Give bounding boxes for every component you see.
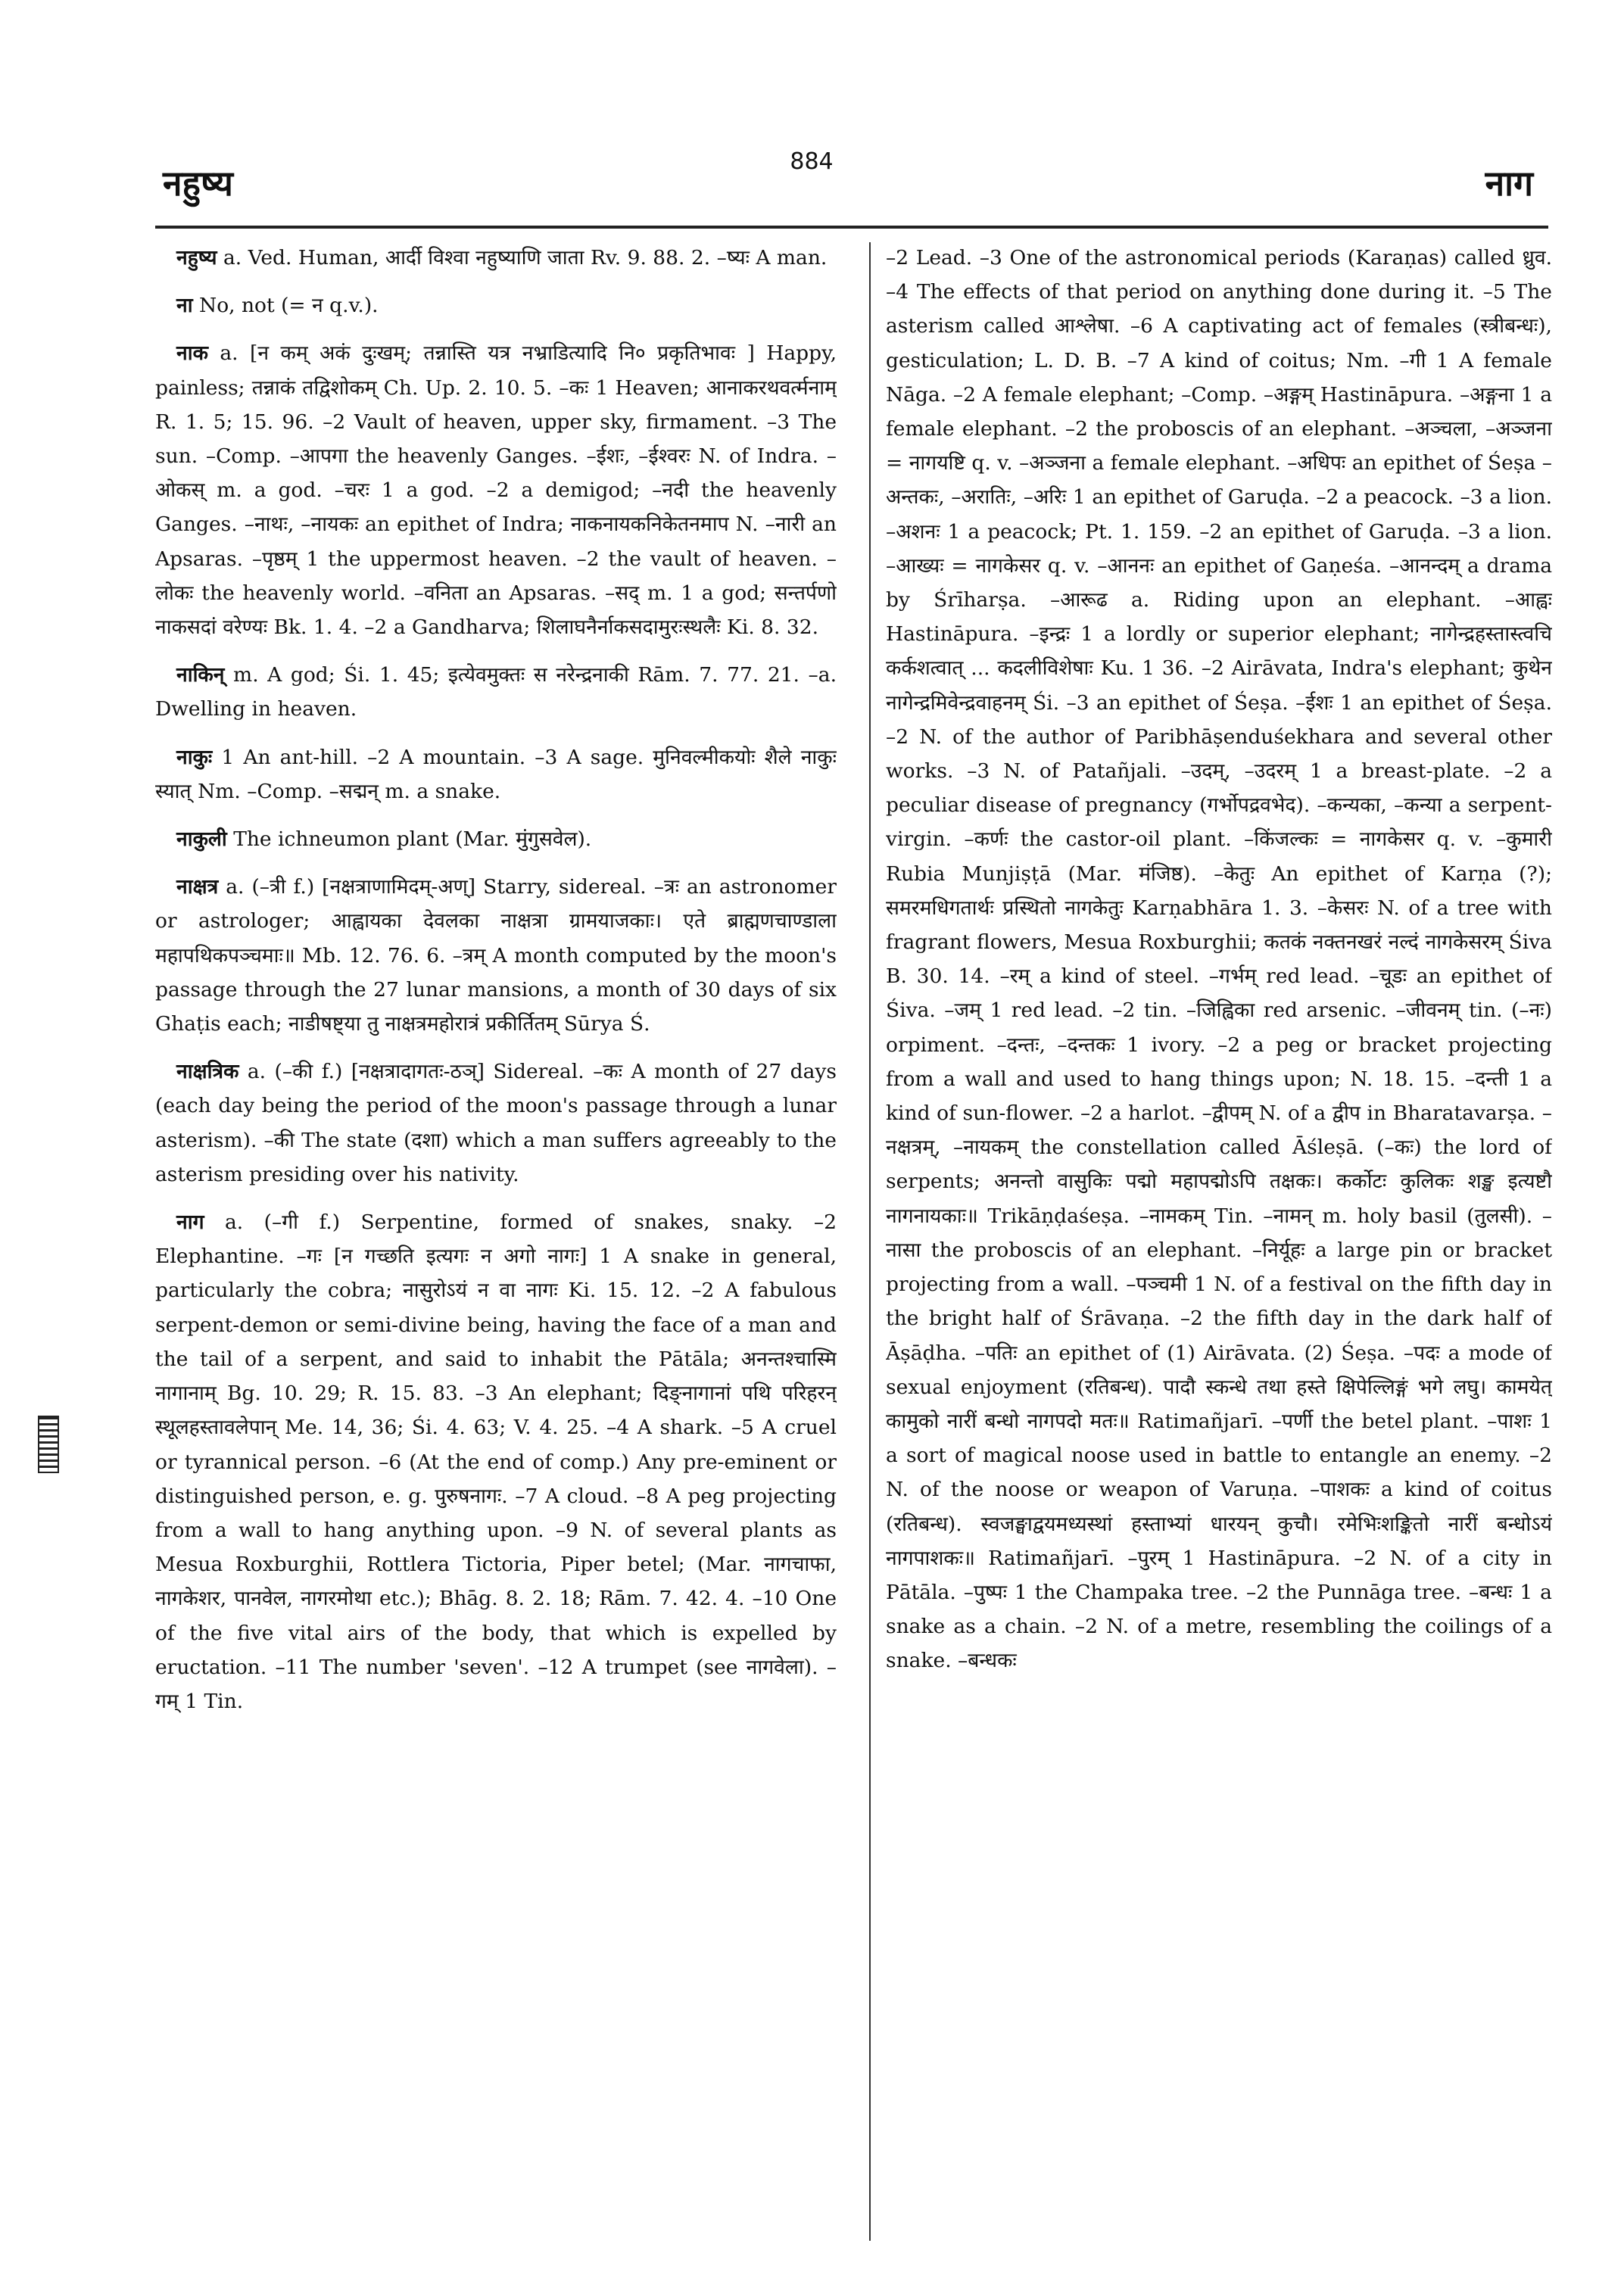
entry-headword: नाकिन् <box>176 663 225 687</box>
header-rule <box>155 226 1548 229</box>
entry <box>155 336 837 644</box>
entry-headword: नहुष्य <box>176 246 217 269</box>
entry-text: The ichneumon plant (Mar. मुंगुसवेल). <box>226 827 592 852</box>
entry-text: –2 Lead. –3 One of the astronomical periods (Karaṇas) called ध्रुव. –4 The effects of that period on anything done during it. –5 The asterism called आश्लेषा. –6 A captivating act of females (स्त्रीबन्धः), gesticulation; L. D. B. –7 A kind of coitus; Nm. –गी 1 A female Nāga. –2 A female elephant; –Comp. –अङ्गम् Hastināpura. –अङ्गना 1 a female elephant. –2 the proboscis of an elephant. –अञ्चला, –अञ्जना = नागयष्टि q. v. –अञ्जना a female elephant. –अधिपः an epithet of Śeṣa –अन्तकः, –अरातिः, –अरिः 1 an epithet of Garuḍa. –2 a peacock. –3 a lion. –अशनः 1 a peacock; Pt. 1. 159. –2 an epithet of Garuḍa. –3 a lion. –आख्यः = नागकेसर q. v. –आननः an epithet of Gaṇeśa. –आनन्दम् a drama by Śrīharṣa. –आरूढ a. Riding upon an elephant. –आह्वः Hastināpura. –इन्द्रः 1 a lordly or superior elephant; नागेन्द्रहस्तास्त्वचि कर्कशत्वात् ... कदलीविशेषाः Ku. 1 36. –2 Airāvata, Indra's elephant; कुथेन नागेन्द्रमिवेन्द्रवाहनम् Śi. –3 an epithet of Śeṣa. –ईशः 1 an epithet of Śeṣa. –2 N. of the author of Paribhāṣenduśekhara and several other works. –3 N. of Patañjali. –उदम्, –उदरम् 1 a breast-plate. –2 a peculiar disease of pregnancy (गर्भोपद्रवभेद). –कन्यका, –कन्या a serpent-virgin. –कर्णः the castor-oil plant. –किंजल्कः = नागकेसर q. v. –कुमारी Rubia Munjiṣṭā (Mar. मंजिष्ठ). –केतुः An epithet of Karṇa (?); समरमधिगतार्थः प्रस्थितो नागकेतुः Karṇabhāra 1. 3. –केसरः N. of a tree with fragrant flowers, Mesua Roxburghii; कतकं नक्तनखरं नल्दं नागकेसरम् Śiva B. 30. 14. –रम् a kind of steel. –गर्भम् red lead. –चूडः an epithet of Śiva. –जम् 1 red lead. –2 tin. –जिह्विका red arsenic. –जीवनम् tin. (–नः) orpiment. –दन्तः, –दन्तकः 1 ivory. –2 a peg or bracket projecting from a wall and used to hang things upon; N. 18. 15. –दन्ती 1 a kind of sun-flower. –2 a harlot. –द्वीपम् N. of a द्वीप in Bharatavarṣa. –नक्षत्रम्, –नायकम् the constellation called Āśleṣā. (–कः) the lord of serpents; अनन्तो वासुकिः पद्मो महापद्मोऽपि तक्षकः। कर्कोटः कुलिकः शङ्ख इत्यष्टौ नागनायकाः॥ Trikāṇḍaśeṣa. –नामकम् Tin. –नामन् m. holy basil (तुलसी). –नासा the proboscis of an elephant. –निर्यूहः a large pin or bracket projecting from a wall. –पञ्चमी 1 N. of a festival on the fifth day in the bright half of Śrāvaṇa. –2 the fifth day in the dark half of Āṣāḍha. –पतिः an epithet of (1) Airāvata. (2) Śeṣa. –पदः a mode of sexual enjoyment (रतिबन्ध). पादौ स्कन्धे तथा हस्ते क्षिपेल्लिङ्गं भगे लघु। कामयेत् कामुको नारीं बन्धो नागपदो मतः॥ Ratimañjarī. –पर्णी the betel plant. –पाशः 1 a sort of magical noose used in battle to entangle an enemy. –2 N. of the noose or weapon of Varuṇa. –पाशकः a kind of coitus (रतिबन्ध). स्वजङ्घाद्वयमध्यस्थां हस्ताभ्यां धारयन् कुचौ। रमेभिःशङ्कितो नारीं बन्धोऽयं नागपाशकः॥ Ratimañjarī. –पुरम् 1 Hastināpura. –2 N. of a city in Pātāla. –पुष्पः 1 the Champaka tree. –2 the Punnāga tree. –बन्धः 1 a snake as a chain. –2 N. of a metre, resembling the coilings of a snake. –बन्धकः <box>886 246 1552 1673</box>
column-separator <box>869 242 871 2241</box>
entry-headword: नाक <box>176 341 208 366</box>
entry-text: a. (–त्री f.) [नक्षत्राणामिदम्-अण्] Starry, sidereal. –त्रः an astronomer or astrologer; आह्वायका देवलका नाक्षत्रा ग्रामयाजकाः। एते ब्राह्मणचाण्डाला महापथिकपञ्चमाः॥ Mb. 12. 76. 6. –त्रम् A month computed by the moon's passage through the 27 lunar mansions, a month of 30 days of six Ghaṭis each; नाडीषष्ट्या तु नाक्षत्रमहोरात्रं प्रकीर्तितम् Sūrya Ś. <box>155 875 837 1036</box>
entry-headword: नाक्षत्रिक <box>176 1060 239 1084</box>
entry-headword: नाकुः <box>176 745 213 769</box>
entry-headword: नाकुली <box>176 827 227 852</box>
margin-mark <box>38 1416 59 1473</box>
entry-text: No, not (= न q.v.). <box>192 294 379 318</box>
entry-text: a. (–की f.) [नक्षत्रादागतः-ठञ्] Sidereal. –कः A month of 27 days (each day being the period of the moon's passage through a lunar asterism). –की The state (दशा) which a man suffers agreeably to the asterism presiding over his nativity. <box>155 1060 837 1186</box>
entry <box>155 241 837 275</box>
entry-text: a. (–गी f.) Serpentine, formed of snakes, snaky. –2 Elephantine. –गः [न गच्छति इत्यगः न अगो नागः] 1 A snake in general, particularly the cobra; नासुरोऽयं न वा नागः Ki. 15. 12. –2 A fabulous serpent-demon or semi-divine being, having the face of a man and the tail of a serpent, and said to inhabit the Pātāla; अनन्तश्चास्मि नागानाम् Bg. 10. 29; R. 15. 83. –3 An elephant; दिङ्नागानां पथि परिहरन् स्थूलहस्तावलेपान् Me. 14, 36; Śi. 4. 63; V. 4. 25. –4 A shark. –5 A cruel or tyrannical person. –6 (At the end of comp.) Any pre-eminent or distinguished person, e. g. पुरुषनागः. –7 A cloud. –8 A peg projecting from a wall to hang anything upon. –9 N. of several plants as Mesua Roxburghii, Rottlera Tictoria, Piper betel; (Mar. नागचाफा, नागकेशर, पानवेल, नागरमोथा etc.); Bhāg. 8. 2. 18; Rām. 7. 42. 4. –10 One of the five vital airs of the body, that which is expelled by eructation. –11 The number 'seven'. –12 A trumpet (see नागवेला). –गम् 1 Tin. <box>155 1210 837 1713</box>
entry <box>155 658 837 726</box>
entry <box>155 822 837 856</box>
page-number: 884 <box>790 148 834 175</box>
page-header <box>0 0 1624 227</box>
entry-headword: नाग <box>176 1210 204 1235</box>
left-column <box>155 241 837 2254</box>
entry-text: m. A god; Śi. 1. 45; इत्येवमुक्तः स नरेन्द्रनाकी Rām. 7. 77. 21. –a. Dwelling in heaven. <box>155 663 837 721</box>
left-guide-word: नहुष्य <box>163 163 233 204</box>
entry <box>155 870 837 1041</box>
entry-continuation <box>886 241 1552 1678</box>
entry-text: a. [न कम् अकं दुःखम्; तन्नास्ति यत्र नभ्राडित्यादि नि० प्रकृतिभावः ] Happy, painless; तन्नाकं तद्विशोकम् Ch. Up. 2. 10. 5. –कः 1 Heaven; आनाकरथवर्त्मनाम् R. 1. 5; 15. 96. –2 Vault of heaven, upper sky, firmament. –3 The sun. –Comp. –आपगा the heavenly Ganges. –ईशः, –ईश्वरः N. of Indra. –ओकस् m. a god. –चरः 1 a god. –2 a demigod; –नदी the heavenly Ganges. –नाथः, –नायकः an epithet of Indra; नाकनायकनिकेतनमाप N. –नारी an Apsaras. –पृष्ठम् 1 the uppermost heaven. –2 the vault of heaven. –लोकः the heavenly world. –वनिता an Apsaras. –सद् m. 1 a god; सन्तर्पणो नाकसदां वरेण्यः Bk. 1. 4. –2 a Gandharva; शिलाघनैर्नाकसदामुरःस्थलैः Ki. 8. 32. <box>155 341 837 640</box>
right-column <box>886 241 1552 2254</box>
entry <box>155 740 837 808</box>
entry <box>155 288 837 322</box>
entry-text: 1 An ant-hill. –2 A mountain. –3 A sage. मुनिवल्मीकयोः शैले नाकुः स्यात् Nm. –Comp. –सद्मन् m. a snake. <box>155 745 837 803</box>
right-guide-word: नाग <box>1485 163 1533 204</box>
entry-headword: ना <box>176 294 193 318</box>
entry-text: a. Ved. Human, आर्दी विश्वा नहुष्याणि जाता Rv. 9. 88. 2. –ष्यः A man. <box>217 246 828 269</box>
entry <box>155 1205 837 1718</box>
entry <box>155 1055 837 1192</box>
entry-headword: नाक्षत्र <box>176 875 219 899</box>
